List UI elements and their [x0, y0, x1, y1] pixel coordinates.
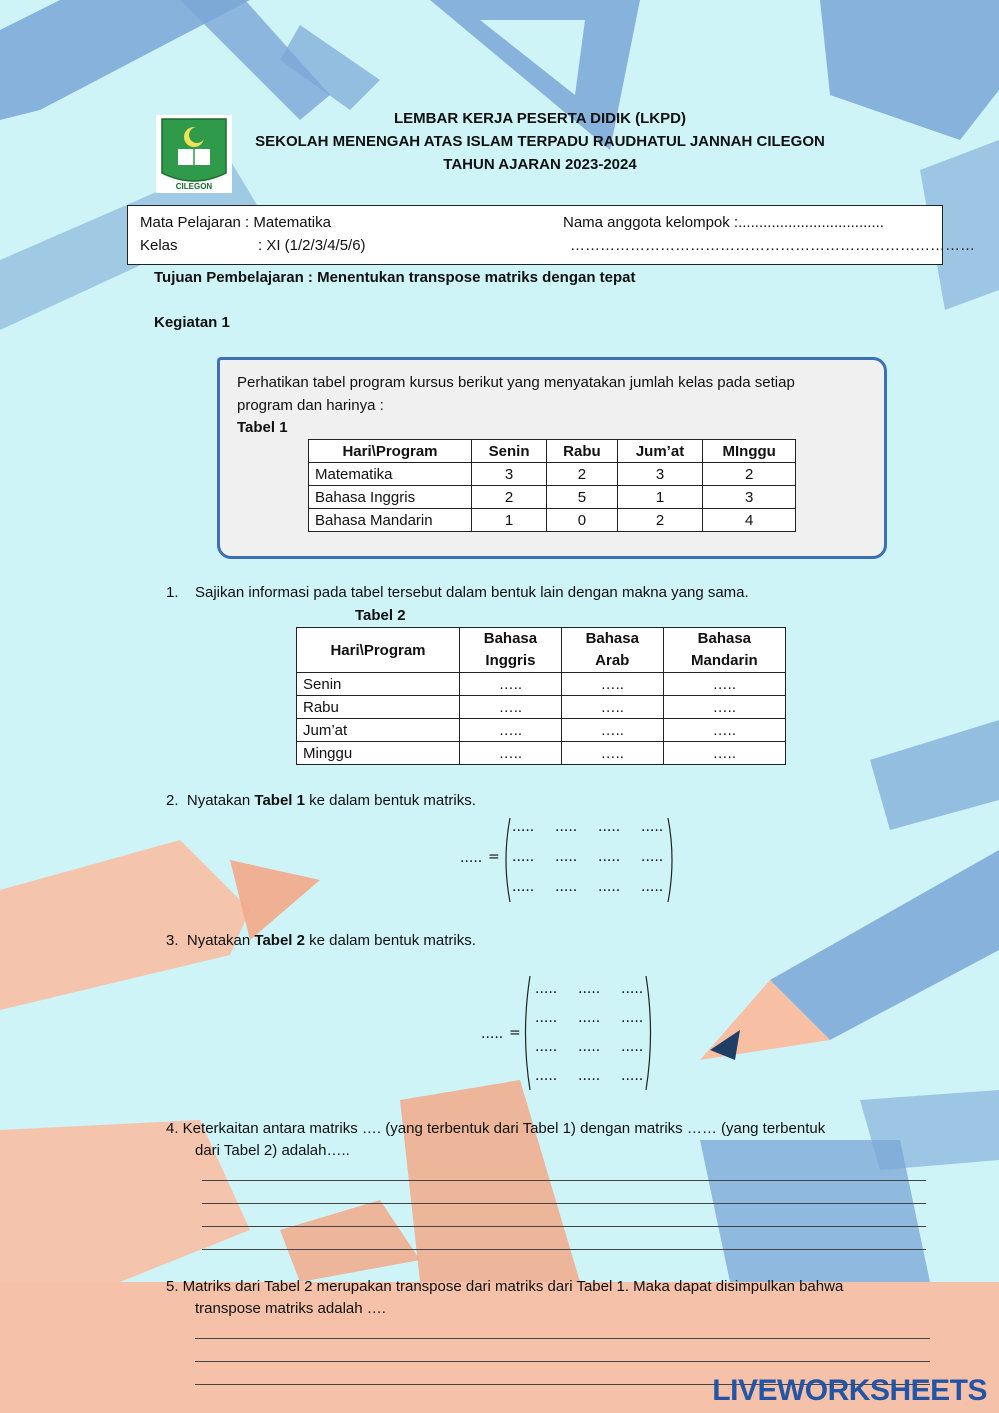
table-cell: 3 — [703, 486, 796, 509]
matrix-entry[interactable]: ..... — [512, 879, 535, 895]
q4-answer-line[interactable] — [202, 1249, 926, 1250]
blank-cell[interactable]: ….. — [561, 673, 663, 696]
class-label: Kelas — [140, 237, 178, 254]
blank-cell[interactable]: ….. — [460, 719, 562, 742]
table1-header: Jum’at — [617, 440, 703, 463]
matrix-entry[interactable]: ..... — [598, 879, 621, 895]
matrix-entry[interactable]: ..... — [578, 1068, 601, 1084]
group-members-dots[interactable]: ……………………………………………………………………… — [570, 237, 975, 254]
table-row — [297, 719, 786, 742]
identity-box — [127, 205, 975, 265]
table-2 — [296, 627, 786, 765]
matrix-entry[interactable]: ..... — [578, 1039, 601, 1055]
matrix-entry[interactable]: ..... — [512, 819, 535, 835]
matrix-entry[interactable]: ..... — [598, 849, 621, 865]
q2-matrix-lhs[interactable]: ..... — [460, 850, 483, 866]
matrix-entry[interactable]: ..... — [555, 819, 578, 835]
q2-prompt: 2. Nyatakan Tabel 1 ke dalam bentuk matriks. — [166, 792, 476, 809]
matrix-entry[interactable]: ..... — [512, 849, 535, 865]
matrix-entry[interactable]: ..... — [535, 1039, 558, 1055]
logo-text: CILEGON — [175, 182, 213, 191]
table-cell: Matematika — [309, 463, 472, 486]
q5-answer-line[interactable] — [195, 1361, 930, 1362]
blank-cell[interactable]: ….. — [663, 696, 785, 719]
table-cell: 2 — [617, 509, 703, 532]
table-cell: 1 — [472, 509, 547, 532]
table1-header: Senin — [472, 440, 547, 463]
matrix-entry[interactable]: ..... — [555, 849, 578, 865]
table-cell: 4 — [703, 509, 796, 532]
q4-answer-line[interactable] — [202, 1180, 926, 1181]
liveworksheets-watermark: LIVEWORKSHEETS — [712, 1374, 987, 1407]
panel-text-1: Perhatikan tabel program kursus berikut yang menyatakan jumlah kelas pada setiap — [237, 374, 795, 391]
matrix-entry[interactable]: ..... — [621, 1010, 644, 1026]
learning-objective: Tujuan Pembelajaran : Menentukan transpose matriks dengan tepat — [154, 269, 636, 286]
matrix-entry[interactable]: ..... — [578, 981, 601, 997]
class-value: : XI (1/2/3/4/5/6) — [258, 237, 366, 254]
blank-cell[interactable]: ….. — [561, 696, 663, 719]
group-members-label[interactable]: Nama anggota kelompok :................................... — [563, 214, 884, 231]
table2-title: Tabel 2 — [355, 607, 406, 624]
q4-answer-line[interactable] — [202, 1203, 926, 1204]
table2-header: Bahasa Mandarin — [663, 628, 785, 673]
table-cell: Jum’at — [297, 719, 460, 742]
table-row — [297, 742, 786, 765]
table1-header: Rabu — [547, 440, 618, 463]
table-row — [309, 509, 796, 532]
matrix-entry[interactable]: ..... — [555, 879, 578, 895]
table-cell: 2 — [472, 486, 547, 509]
panel-text-2: program dan harinya : — [237, 397, 384, 414]
header-line-3: TAHUN AJARAN 2023-2024 — [443, 156, 637, 173]
matrix-entry[interactable]: ..... — [621, 981, 644, 997]
blank-cell[interactable]: ….. — [663, 673, 785, 696]
table-cell: 5 — [547, 486, 618, 509]
q2-equals: = — [488, 849, 500, 865]
table-cell: Minggu — [297, 742, 460, 765]
matrix-entry[interactable]: ..... — [621, 1068, 644, 1084]
header-line-2: SEKOLAH MENENGAH ATAS ISLAM TERPADU RAUDHATUL JANNAH CILEGON — [255, 133, 825, 150]
matrix-entry[interactable]: ..... — [535, 1068, 558, 1084]
blank-cell[interactable]: ….. — [460, 673, 562, 696]
table1-title: Tabel 1 — [237, 419, 288, 436]
matrix-entry[interactable]: ..... — [535, 981, 558, 997]
table2-header: Hari\Program — [297, 628, 460, 673]
activity-title: Kegiatan 1 — [154, 314, 230, 331]
q4-line-2: dari Tabel 2) adalah….. — [195, 1142, 350, 1159]
matrix-entry[interactable]: ..... — [621, 1039, 644, 1055]
school-logo — [156, 115, 232, 193]
matrix-entry[interactable]: ..... — [641, 879, 664, 895]
q1-text: Sajikan informasi pada tabel tersebut dalam bentuk lain dengan makna yang sama. — [195, 584, 749, 601]
table-row — [309, 486, 796, 509]
q3-matrix-lhs[interactable]: ..... — [481, 1026, 504, 1042]
blank-cell[interactable]: ….. — [663, 719, 785, 742]
matrix-entry[interactable]: ..... — [535, 1010, 558, 1026]
table-cell: Senin — [297, 673, 460, 696]
blank-cell[interactable]: ….. — [460, 742, 562, 765]
q4-line-1: 4. Keterkaitan antara matriks …. (yang terbentuk dari Tabel 1) dengan matriks …… (yang terbentuk — [166, 1120, 826, 1137]
blank-cell[interactable]: ….. — [460, 696, 562, 719]
q5-line-2: transpose matriks adalah …. — [195, 1300, 386, 1317]
table-row — [297, 696, 786, 719]
table-cell: 1 — [617, 486, 703, 509]
table-cell: 0 — [547, 509, 618, 532]
blank-cell[interactable]: ….. — [663, 742, 785, 765]
table1-header: Hari\Program — [309, 440, 472, 463]
table-1 — [308, 439, 796, 532]
q4-answer-line[interactable] — [202, 1226, 926, 1227]
table-cell: Bahasa Inggris — [309, 486, 472, 509]
table-cell: 3 — [472, 463, 547, 486]
q1-number: 1. — [166, 584, 179, 601]
table-cell: 3 — [617, 463, 703, 486]
table1-header: MInggu — [703, 440, 796, 463]
matrix-entry[interactable]: ..... — [578, 1010, 601, 1026]
matrix-entry[interactable]: ..... — [641, 819, 664, 835]
q3-equals: = — [509, 1025, 521, 1041]
q5-answer-line[interactable] — [195, 1338, 930, 1339]
header-line-1: LEMBAR KERJA PESERTA DIDIK (LKPD) — [394, 110, 686, 127]
q5-line-1: 5. Matriks dari Tabel 2 merupakan transpose dari matriks dari Tabel 1. Maka dapat disimpulkan bahwa — [166, 1278, 844, 1295]
table-row — [309, 463, 796, 486]
matrix-entry[interactable]: ..... — [641, 849, 664, 865]
table-cell: 2 — [703, 463, 796, 486]
q3-prompt: 3. Nyatakan Tabel 2 ke dalam bentuk matriks. — [166, 932, 476, 949]
table-cell: 2 — [547, 463, 618, 486]
table2-header: Bahasa Arab — [561, 628, 663, 673]
table-row — [297, 673, 786, 696]
blank-cell[interactable]: ….. — [561, 719, 663, 742]
table-cell: Bahasa Mandarin — [309, 509, 472, 532]
subject-label: Mata Pelajaran : Matematika — [140, 214, 331, 231]
table-cell: Rabu — [297, 696, 460, 719]
table2-header: Bahasa Inggris — [460, 628, 562, 673]
blank-cell[interactable]: ….. — [561, 742, 663, 765]
matrix-entry[interactable]: ..... — [598, 819, 621, 835]
